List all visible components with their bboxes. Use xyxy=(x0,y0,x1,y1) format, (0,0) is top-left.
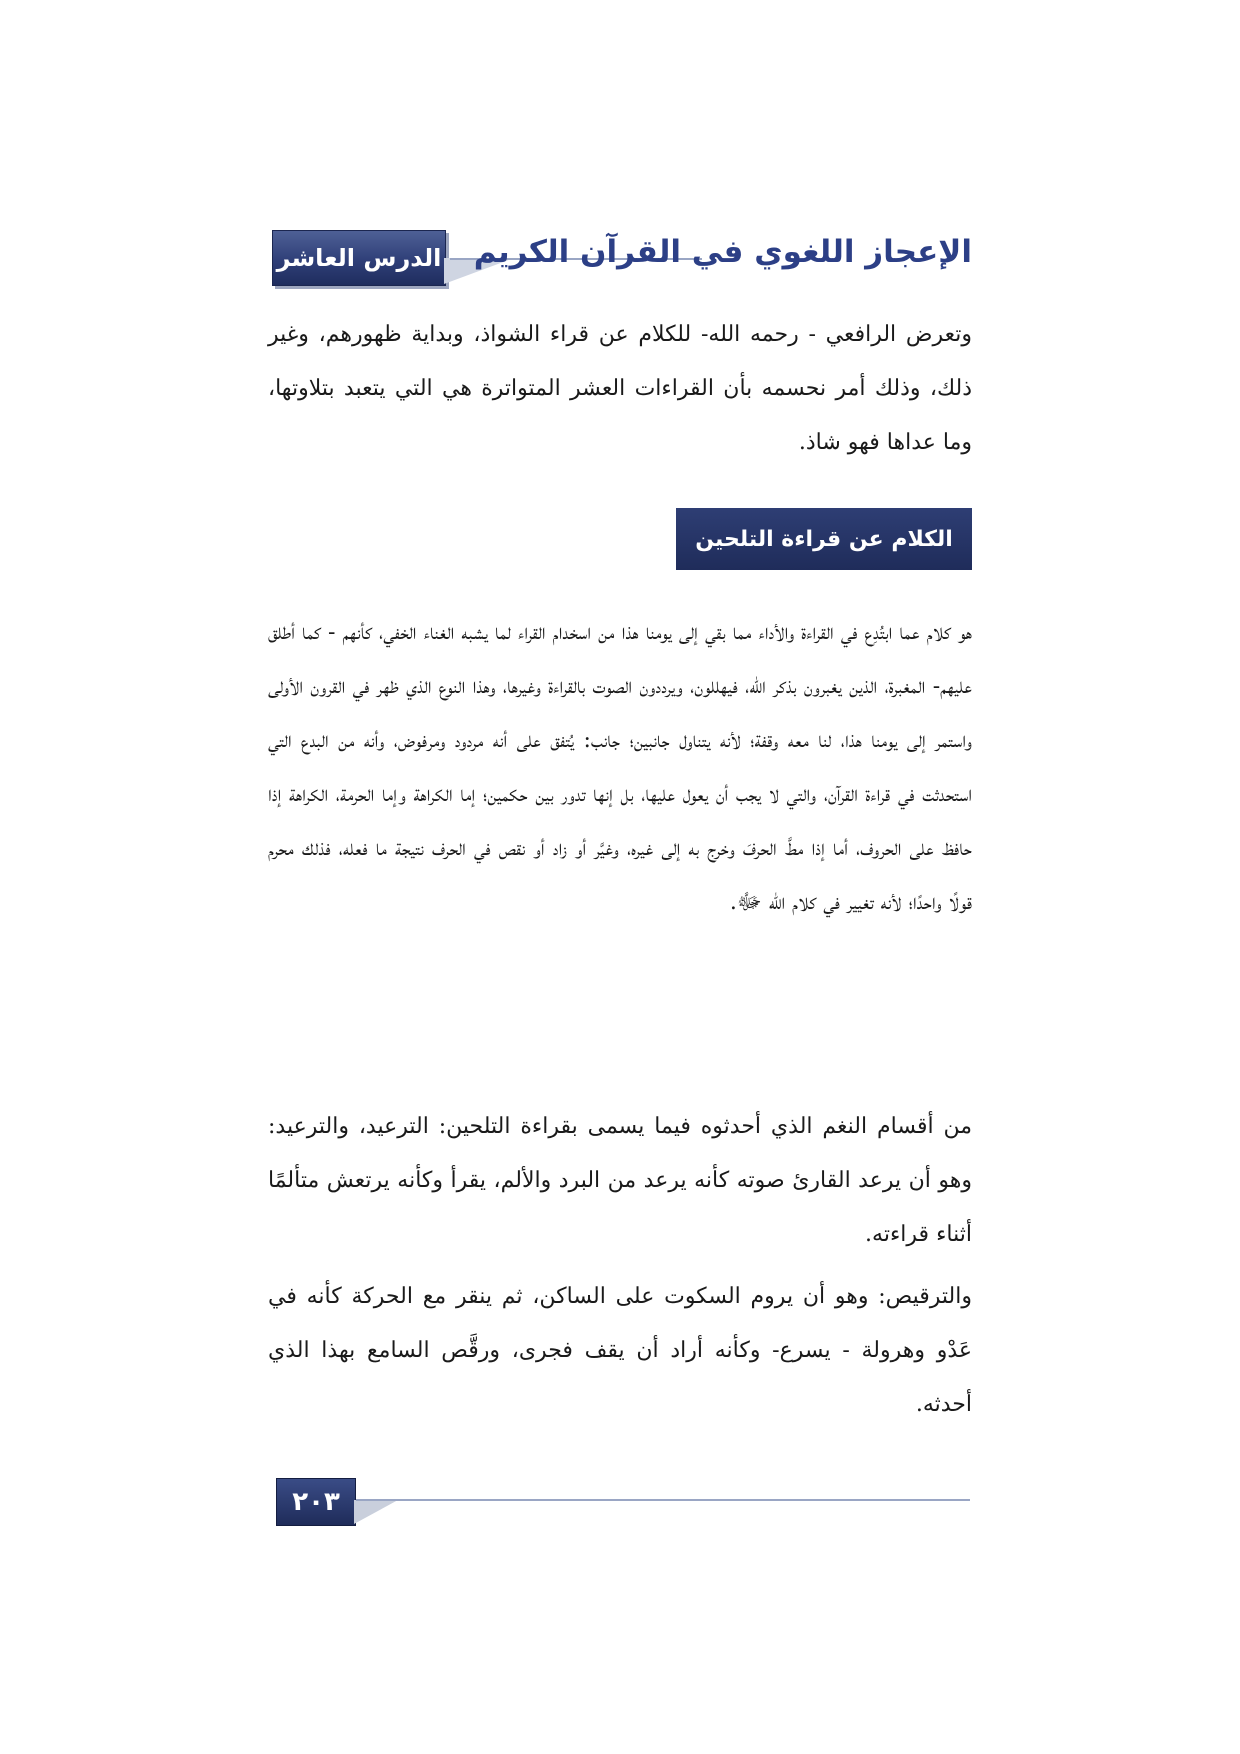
paragraph-intro xyxy=(268,308,972,470)
paragraph-text: هو كلام عما ابتُدِع في القراءة والأداء مما بقي إلى يومنا هذا من اسخدام القراء لما يشبه الغناء الخفي، كأنهم - كما أطلق عليهم- المغبرة، الذين يغبرون بذكر الله، فيهللون، ويرددون الصوت بالقراءة وغيرها، وهذا النوع الذي ظهر في القرون الأولى واستمر إلى يومنا هذا، لنا معه وقفة؛ لأنه يتناول جانبين؛ جانب: يُتفق على أنه مردود ومرفوض، وأنه من البدع التي استحدثت في قراءة القرآن، والتي لا يجب أن يعول عليها، بل إنها تدور بين حكمين؛ إما الكراهة وإما الحرمة، الكراهة إذا حافظ على الحروف، أما إذا مطَّ الحرفَ وخرج به إلى غيره، وغيَّر أو زاد أو نقص في الحرف نتيجة ما فعله، فذلك محرم قولًا واحدًا؛ لأنه تغيير في كلام الله ﷻ. xyxy=(268,620,972,915)
paragraph-tarqees xyxy=(268,1270,972,1432)
footer-rule xyxy=(356,1499,970,1501)
page-footer xyxy=(276,1478,970,1528)
paragraph-text: وتعرض الرافعي - رحمه الله- للكلام عن قراء الشواذ، وبداية ظهورهم، وغير ذلك، وذلك أمر نحسمه بأن القراءات العشر المتواترة هي التي يتعبد بتلاوتها، وما عداها فهو شاذ. xyxy=(268,322,972,455)
paragraph-text: والترقيص: وهو أن يروم السكوت على الساكن، ثم ينقر مع الحركة كأنه في عَدْو وهرولة - يسرع- وكأنه أراد أن يقف فجرى، ورقَّص السامع بهذا الذي أحدثه. xyxy=(268,1284,972,1417)
paragraph-text: من أقسام النغم الذي أحدثوه فيما يسمى بقراءة التلحين: الترعيد، والترعيد: وهو أن يرعد القارئ صوته كأنه يرعد من البرد والألم، يقرأ وكأنه يرتعش متألمًا أثناء قراءته. xyxy=(268,1114,972,1247)
page-number-shadow xyxy=(354,1500,398,1524)
paragraph-definition xyxy=(268,606,972,930)
lesson-label-box: الدرس العاشر xyxy=(272,230,446,286)
section-heading: الكلام عن قراءة التلحين xyxy=(676,508,972,570)
page-number: ٢٠٣ xyxy=(276,1478,356,1526)
paragraph-tareed xyxy=(268,1100,972,1262)
page-header xyxy=(272,230,972,286)
book-title: الإعجاز اللغوي في القرآن الكريم xyxy=(473,234,972,270)
